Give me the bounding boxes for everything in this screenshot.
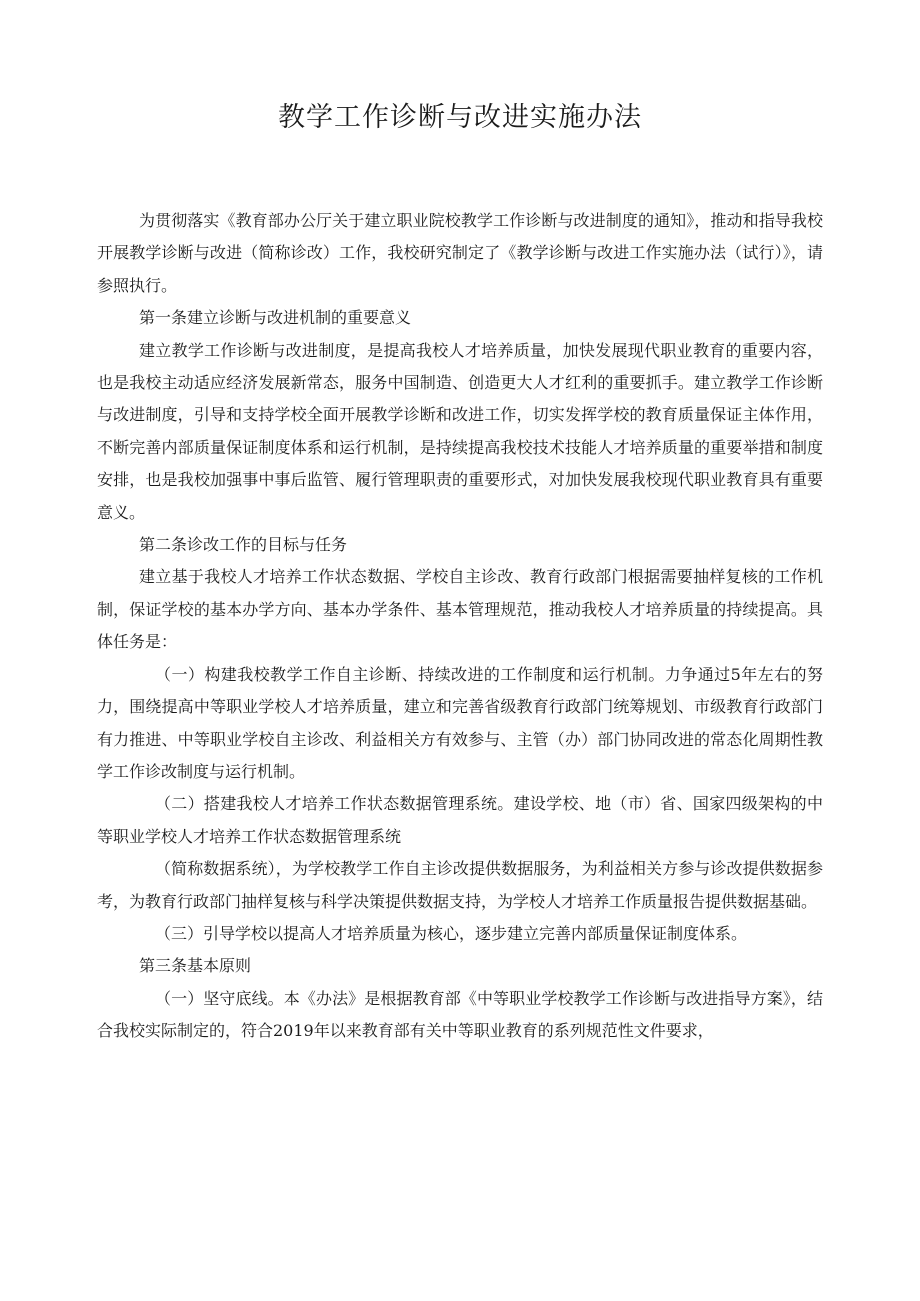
document-title: 教学工作诊断与改进实施办法 bbox=[278, 102, 642, 133]
task-2-continuation: （简称数据系统），为学校教学工作自主诊改提供数据服务，为利益相关方参与诊改提供数据参考，为教育行政部门抽样复核与科学决策提供数据支持，为学校人才培养工作质量报告提供数据基础。 bbox=[97, 859, 823, 911]
article-1-heading: 第一条建立诊断与改进机制的重要意义 bbox=[139, 308, 412, 328]
intro-paragraph: 为贯彻落实《教育部办公厅关于建立职业院校教学工作诊断与改进制度的通知》，推动和指导我校开展教学诊断与改进（简称诊改）工作，我校研究制定了《教学诊断与改进工作实施办法（试行）》，请参照执行。 bbox=[97, 211, 823, 295]
task-1-paragraph: （一）构建我校教学工作自主诊断、持续改进的工作制度和运行机制。力争通过5年左右的努力，围绕提高中等职业学校人才培养质量，建立和完善省级教育行政部门统筹规划、市级教育行政部门有力推进、中等职业学校自主诊改、利益相关方有效参与、主管（办）部门协同改进的常态化周期性教学工作诊改制度与运行机制。 bbox=[97, 664, 823, 781]
article-2-paragraph: 建立基于我校人才培养工作状态数据、学校自主诊改、教育行政部门根据需要抽样复核的工作机制，保证学校的基本办学方向、基本办学条件、基本管理规范，推动我校人才培养质量的持续提高。具体任务是： bbox=[97, 567, 823, 652]
principle-1-paragraph: （一）坚守底线。本《办法》是根据教育部《中等职业学校教学工作诊断与改进指导方案》，结合我校实际制定的，符合2019年以来教育部有关中等职业教育的系列规范性文件要求， bbox=[97, 988, 823, 1041]
task-2-paragraph: （二）搭建我校人才培养工作状态数据管理系统。建设学校、地（市）省、国家四级架构的中等职业学校人才培养工作状态数据管理系统 bbox=[97, 794, 823, 846]
document-body bbox=[97, 205, 823, 1048]
article-1-paragraph: 建立教学工作诊断与改进制度，是提高我校人才培养质量，加快发展现代职业教育的重要内容，也是我校主动适应经济发展新常态，服务中国制造、创造更大人才红利的重要抓手。建立教学工作诊断与改进制度，引导和支持学校全面开展教学诊断和改进工作，切实发挥学校的教育质量保证主体作用，不断完善内部质量保证制度体系和运行机制，是持续提高我校技术技能人才培养质量的重要举措和制度安排，也是我校加强事中事后监管、履行管理职责的重要形式，对加快发展我校现代职业教育具有重要意义。 bbox=[97, 340, 823, 522]
task-3-paragraph: （三）引导学校以提高人才培养质量为核心，逐步建立完善内部质量保证制度体系。 bbox=[155, 923, 748, 943]
article-3-heading: 第三条基本原则 bbox=[139, 956, 252, 976]
article-2-heading: 第二条诊改工作的目标与任务 bbox=[139, 535, 348, 555]
